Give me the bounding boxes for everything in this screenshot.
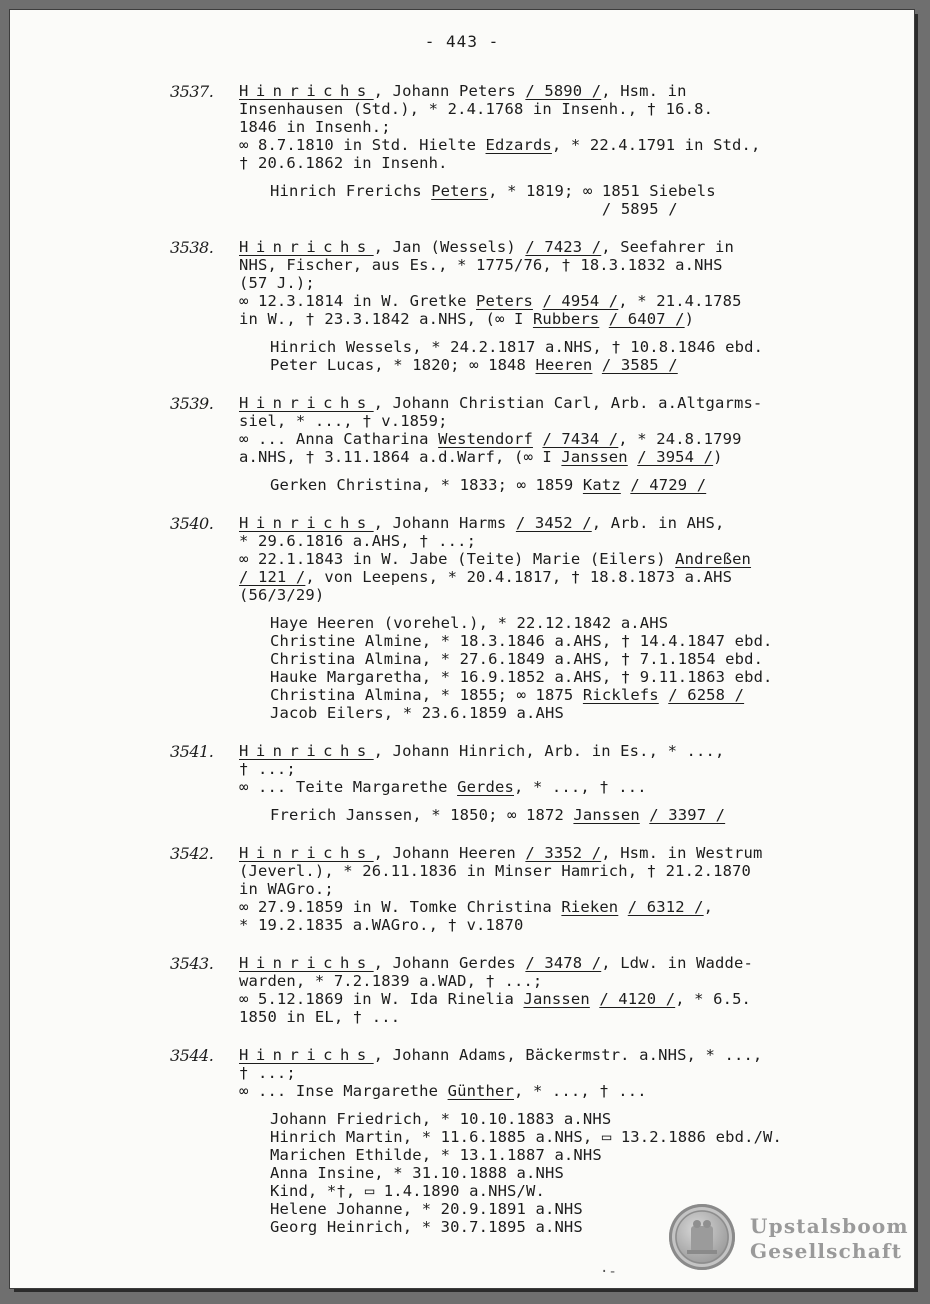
entry-number: 3543.	[170, 954, 214, 973]
entry-line	[239, 862, 889, 880]
text-segment: (57 J.);	[239, 274, 315, 292]
text-segment: , Johann Hinrich, Arb. in Es., * ...,	[373, 742, 725, 760]
underlined-ref: / 3954 /	[637, 448, 714, 466]
entry-line	[239, 82, 889, 100]
text-segment	[592, 356, 601, 374]
text-segment	[533, 430, 542, 448]
child-line	[270, 1182, 914, 1200]
surname: Hinrichs	[239, 394, 374, 412]
entry-line	[239, 310, 889, 328]
underlined-ref: Günther	[447, 1082, 514, 1100]
text-segment: ∞ 8.7.1810 in Std. Hielte	[239, 136, 486, 154]
underlined-ref: / 6312 /	[627, 898, 704, 916]
entry-number: 3540.	[170, 514, 214, 533]
underlined-ref: Westendorf	[438, 430, 533, 448]
child-line	[270, 686, 914, 704]
underlined-ref: / 7423 /	[525, 238, 602, 256]
entry-3541	[10, 742, 914, 824]
entry-number: 3538.	[170, 238, 214, 257]
child-line	[270, 668, 914, 686]
underlined-ref: / 121 /	[239, 568, 306, 586]
entry-line	[239, 514, 889, 532]
child-line	[270, 1110, 914, 1128]
brand-text	[750, 1214, 909, 1264]
entry-line	[239, 1082, 889, 1100]
child-line	[270, 1128, 914, 1146]
text-segment: , Johann Peters	[373, 82, 526, 100]
entry-line	[239, 760, 889, 778]
text-segment: ∞ ... Teite Margarethe	[239, 778, 458, 796]
children-gap	[10, 1100, 914, 1110]
text-segment: siel, * ..., † v.1859;	[239, 412, 448, 430]
text-segment	[628, 448, 637, 466]
entry-3539	[10, 394, 914, 494]
genealogy-entries	[10, 82, 914, 1256]
surname: Hinrichs	[239, 82, 374, 100]
underlined-ref: Edzards	[485, 136, 552, 154]
underlined-ref: / 3585 /	[601, 356, 678, 374]
brand-line-2: Gesellschaft	[750, 1239, 903, 1263]
entry-line	[239, 394, 889, 412]
underlined-ref: / 4729 /	[630, 476, 707, 494]
entry-3540	[10, 514, 914, 722]
underlined-ref: Heeren	[535, 356, 593, 374]
text-segment	[621, 476, 630, 494]
text-segment: , Hsm. in Westrum	[601, 844, 763, 862]
underlined-ref: Ricklefs	[582, 686, 659, 704]
underlined-ref: / 4120 /	[599, 990, 676, 1008]
child-line	[270, 356, 914, 374]
entry-line	[239, 844, 889, 862]
entry-line	[239, 118, 889, 136]
text-segment: Frerich Janssen, * 1850; ∞ 1872	[270, 806, 574, 824]
text-segment: / 5895 /	[270, 200, 678, 218]
surname: Hinrichs	[239, 844, 374, 862]
text-segment: † 20.6.1862 in Insenh.	[239, 154, 448, 172]
underlined-ref: / 7434 /	[542, 430, 619, 448]
children-gap	[10, 796, 914, 806]
text-segment: , Johann Gerdes	[373, 954, 526, 972]
child-line	[270, 1146, 914, 1164]
text-segment	[599, 310, 608, 328]
underlined-ref: / 3397 /	[649, 806, 726, 824]
text-segment	[533, 292, 542, 310]
underlined-ref: / 3478 /	[525, 954, 602, 972]
text-segment: , * 22.4.1791 in Std.,	[551, 136, 761, 154]
text-segment: )	[713, 448, 723, 466]
entry-line	[239, 292, 889, 310]
children-gap	[10, 604, 914, 614]
underlined-ref: / 6258 /	[668, 686, 745, 704]
entry-number: 3539.	[170, 394, 214, 413]
entry-line	[239, 586, 889, 604]
text-segment: Gerken Christina, * 1833; ∞ 1859	[270, 476, 583, 494]
entry-3537	[10, 82, 914, 218]
children-gap	[10, 172, 914, 182]
text-segment: Christina Almina, * 1855; ∞ 1875	[270, 686, 583, 704]
text-segment: , Ldw. in Wadde-	[601, 954, 753, 972]
children-gap	[10, 466, 914, 476]
child-line	[270, 200, 914, 218]
text-segment: ∞ 22.1.1843 in W. Jabe (Teite) Marie (Eilers)	[239, 550, 676, 568]
entry-line	[239, 1064, 889, 1082]
entry-line	[239, 256, 889, 274]
surname: Hinrichs	[239, 238, 374, 256]
text-segment: Christina Almina, * 27.6.1849 a.AHS, † 7.1.1854 ebd.	[270, 650, 764, 668]
child-line	[270, 476, 914, 494]
text-segment: 1850 in EL, † ...	[239, 1008, 401, 1026]
text-segment: a.NHS, † 3.11.1864 a.d.Warf, (∞ I	[239, 448, 562, 466]
text-segment: , Arb. in AHS,	[591, 514, 725, 532]
child-line	[270, 614, 914, 632]
entry-line	[239, 990, 889, 1008]
text-segment: † ...;	[239, 760, 296, 778]
underlined-ref: / 5890 /	[525, 82, 602, 100]
children-gap	[10, 328, 914, 338]
underlined-ref: Peters	[431, 182, 489, 200]
text-segment: , Johann Adams, Bäckermstr. a.NHS, * ...,	[373, 1046, 763, 1064]
text-segment: Peter Lucas, * 1820; ∞ 1848	[270, 356, 536, 374]
entry-number: 3537.	[170, 82, 214, 101]
child-line	[270, 1164, 914, 1182]
text-segment: Georg Heinrich, * 30.7.1895 a.NHS	[270, 1218, 583, 1236]
entry-line	[239, 568, 889, 586]
surname: Hinrichs	[239, 954, 374, 972]
entry-line	[239, 448, 889, 466]
text-segment: )	[684, 310, 695, 328]
text-segment: , Seefahrer in	[601, 238, 734, 256]
entry-line	[239, 430, 889, 448]
text-segment: Hinrich Frerichs	[270, 182, 432, 200]
text-segment: Jacob Eilers, * 23.6.1859 a.AHS	[270, 704, 564, 722]
entry-number: 3542.	[170, 844, 214, 863]
entry-number: 3541.	[170, 742, 214, 761]
text-segment	[659, 686, 668, 704]
child-line	[270, 650, 914, 668]
surname: Hinrichs	[239, 742, 374, 760]
entry-line	[239, 778, 889, 796]
text-segment: , Jan (Wessels)	[373, 238, 526, 256]
underlined-ref: Janssen	[523, 990, 590, 1008]
entry-line	[239, 238, 889, 256]
entry-line	[239, 880, 889, 898]
text-segment: , * 6.5.	[675, 990, 752, 1008]
text-segment	[618, 898, 627, 916]
underlined-ref: Rieken	[561, 898, 619, 916]
underlined-ref: Rubbers	[532, 310, 600, 328]
text-segment: 1846 in Insenh.;	[239, 118, 391, 136]
text-segment: Marichen Ethilde, * 13.1.1887 a.NHS	[270, 1146, 602, 1164]
text-segment: , * 1819; ∞ 1851 Siebels	[488, 182, 716, 200]
entry-line	[239, 1008, 889, 1026]
underlined-ref: / 4954 /	[542, 292, 619, 310]
entry-line	[239, 100, 889, 118]
seal-icon	[669, 1204, 735, 1270]
text-segment: Haye Heeren (vorehel.), * 22.12.1842 a.AHS	[270, 614, 669, 632]
text-segment: , von Leepens, * 20.4.1817, † 18.8.1873 a.AHS	[305, 568, 733, 586]
underlined-ref: / 3352 /	[525, 844, 602, 862]
text-segment: , * 21.4.1785	[618, 292, 742, 310]
text-segment: in WAGro.;	[239, 880, 334, 898]
brand-line-1: Upstalsboom	[750, 1214, 909, 1238]
text-segment: , * 24.8.1799	[618, 430, 742, 448]
text-segment	[640, 806, 649, 824]
underlined-ref: Andreßen	[675, 550, 752, 568]
page-number: - 443 -	[424, 32, 500, 51]
underlined-ref: Janssen	[561, 448, 628, 466]
entry-line	[239, 954, 889, 972]
text-segment: † ...;	[239, 1064, 296, 1082]
text-segment: , Johann Christian Carl, Arb. a.Altgarms-	[373, 394, 763, 412]
entry-3542	[10, 844, 914, 934]
text-segment: ∞ 27.9.1859 in W. Tomke Christina	[239, 898, 562, 916]
entry-line	[239, 550, 889, 568]
surname: Hinrichs	[239, 514, 374, 532]
text-segment	[590, 990, 599, 1008]
entry-3544	[10, 1046, 914, 1236]
underlined-ref: / 6407 /	[608, 310, 685, 328]
entry-3538	[10, 238, 914, 374]
text-segment: Hinrich Wessels, * 24.2.1817 a.NHS, † 10.8.1846 ebd.	[270, 338, 764, 356]
child-line	[270, 338, 914, 356]
underlined-ref: Gerdes	[457, 778, 514, 796]
underlined-ref: / 3452 /	[515, 514, 592, 532]
surname: Hinrichs	[239, 1046, 374, 1064]
entry-line	[239, 898, 889, 916]
entry-line	[239, 532, 889, 550]
entry-line	[239, 742, 889, 760]
text-segment: Hauke Margaretha, * 16.9.1852 a.AHS, † 9.11.1863 ebd.	[270, 668, 773, 686]
text-segment: Hinrich Martin, * 11.6.1885 a.NHS, ▭ 13.2.1886 ebd./W.	[270, 1128, 783, 1146]
entry-3543	[10, 954, 914, 1026]
text-segment: Kind, *†, ▭ 1.4.1890 a.NHS/W.	[270, 1182, 545, 1200]
text-segment: ∞ 12.3.1814 in W. Gretke	[239, 292, 477, 310]
child-line	[270, 632, 914, 650]
text-segment: (56/3/29)	[239, 586, 325, 604]
entry-line	[239, 154, 889, 172]
entry-line	[239, 136, 889, 154]
text-segment: Insenhausen (Std.), * 2.4.1768 in Insenh., † 16.8.	[239, 100, 714, 118]
text-segment: in W., † 23.3.1842 a.NHS, (∞ I	[239, 310, 533, 328]
text-segment: ∞ ... Inse Margarethe	[239, 1082, 448, 1100]
entry-number: 3544.	[170, 1046, 214, 1065]
child-line	[270, 182, 914, 200]
document-page	[10, 10, 914, 1288]
text-segment: * 29.6.1816 a.AHS, † ...;	[239, 532, 477, 550]
child-line	[270, 704, 914, 722]
text-segment: ,	[703, 898, 714, 916]
entry-line	[239, 972, 889, 990]
text-segment: warden, * 7.2.1839 a.WAD, † ...;	[239, 972, 543, 990]
text-segment: , Hsm. in	[601, 82, 687, 100]
scan-mark: ·-	[600, 1264, 617, 1280]
child-line	[270, 806, 914, 824]
text-segment: Anna Insine, * 31.10.1888 a.NHS	[270, 1164, 564, 1182]
entry-line	[239, 916, 889, 934]
text-segment: , * ..., † ...	[513, 1082, 647, 1100]
text-segment: ∞ ... Anna Catharina	[239, 430, 439, 448]
entry-line	[239, 1046, 889, 1064]
underlined-ref: Peters	[476, 292, 533, 310]
underlined-ref: Katz	[582, 476, 621, 494]
entry-line	[239, 274, 889, 292]
text-segment: (Jeverl.), * 26.11.1836 in Minser Hamrich, † 21.2.1870	[239, 862, 752, 880]
text-segment: * 19.2.1835 a.WAGro., † v.1870	[239, 916, 524, 934]
underlined-ref: Janssen	[573, 806, 640, 824]
text-segment: ∞ 5.12.1869 in W. Ida Rinelia	[239, 990, 524, 1008]
text-segment: , Johann Harms	[373, 514, 516, 532]
text-segment: NHS, Fischer, aus Es., * 1775/76, † 18.3.1832 a.NHS	[239, 256, 723, 274]
text-segment: Helene Johanne, * 20.9.1891 a.NHS	[270, 1200, 583, 1218]
text-segment: Christine Almine, * 18.3.1846 a.AHS, † 14.4.1847 ebd.	[270, 632, 773, 650]
text-segment: Johann Friedrich, * 10.10.1883 a.NHS	[270, 1110, 612, 1128]
entry-line	[239, 412, 889, 430]
text-segment: , Johann Heeren	[373, 844, 526, 862]
text-segment: , * ..., † ...	[514, 778, 647, 796]
